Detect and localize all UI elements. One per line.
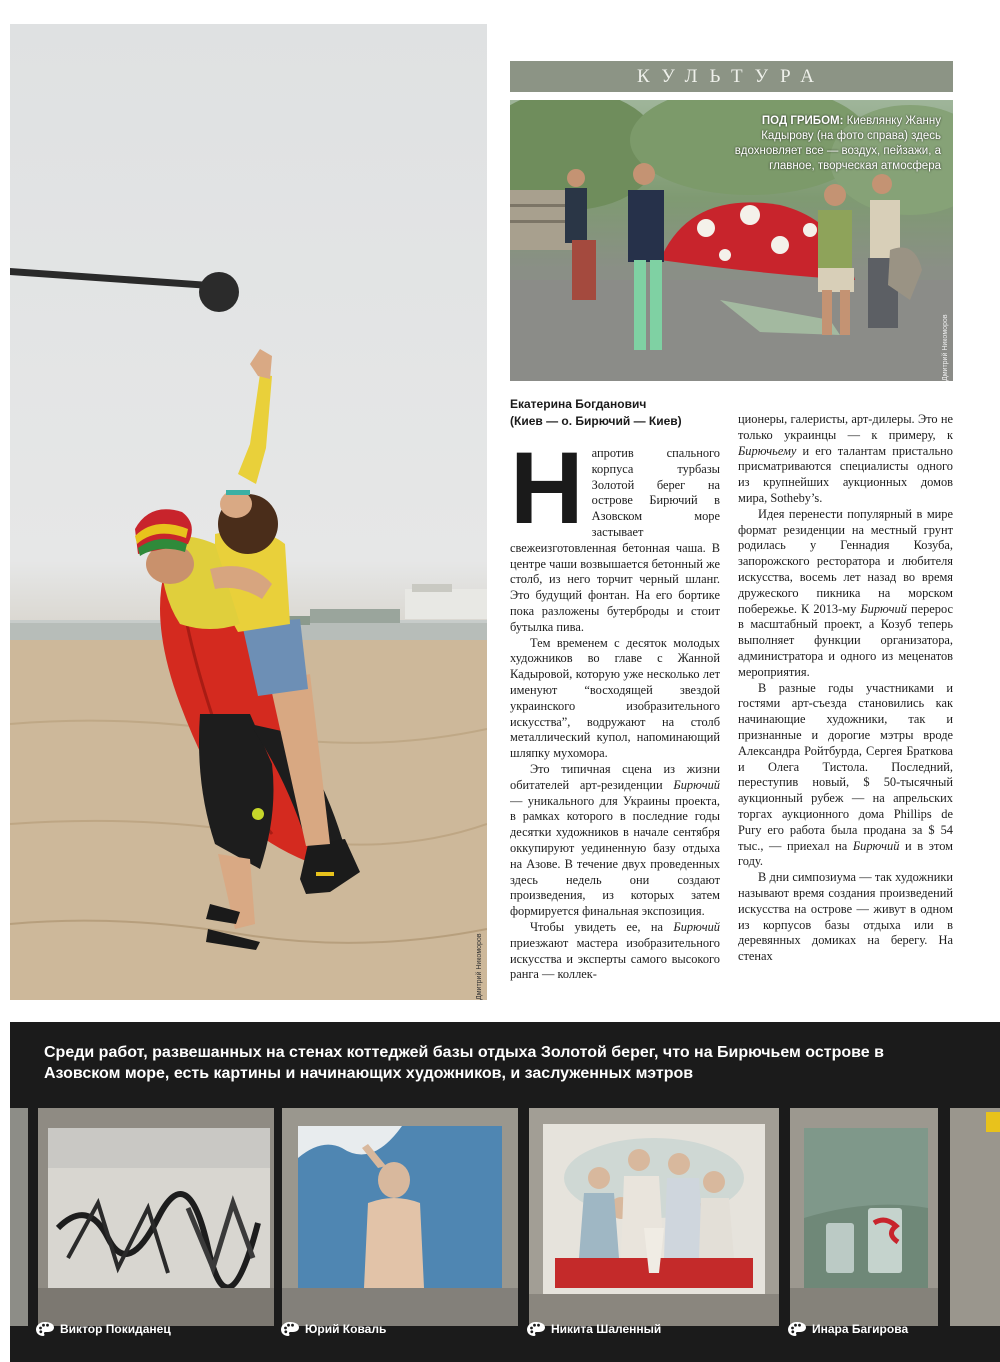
paragraph-text: В дни симпозиума — так художники называют время создания произведений искусства на острове — живут в одном из корпусов базы отдыха или в деревянных домиках на берегу. На стенах: [738, 870, 953, 964]
palette-icon: [788, 1321, 806, 1337]
article-paragraph: [510, 636, 720, 762]
artist-credit: [36, 1321, 171, 1337]
article-paragraph: [738, 412, 953, 507]
paragraph-text: — уникального для Украины проекта, в рамках которого в последние годы десятки художников в начале сентября оккупируют уединенную базу отдыха на Азове. В течение двух проведенных здесь недель они создают произведения, из которых затем формируется финальная экспозиция.: [510, 793, 720, 919]
article-paragraph: [510, 920, 720, 983]
italic-term: Бирючий: [673, 919, 720, 934]
caption-text: Киевлянку Жанну Кадырову (на фото справа) здесь вдохновляет все — воздух, пейзажи, а главное, творческая атмосфера: [734, 115, 941, 172]
artist-name: Никита Шаленный: [551, 1322, 662, 1336]
painting-figure-illustration: [282, 1108, 518, 1326]
top-photo-mushroom: [510, 100, 953, 381]
paragraph-text: и его талантам пристально присматриваются специалисты одного из крупнейших аукционных домов мира, Sotheby’s.: [738, 443, 953, 505]
artist-credit: [281, 1321, 386, 1337]
beach-scene-illustration: [10, 24, 487, 1000]
painting-koval: [282, 1108, 518, 1326]
photo-caption: [731, 114, 941, 174]
author-route: (Киев — о. Бирючий — Киев): [510, 414, 682, 428]
gallery-title: Среди работ, развешанных на стенах коттеджей базы отдыха Золотой берег, что на Бирючьем острове в Азовском море, есть картины и начинающих художников, и заслуженных мэтров: [44, 1044, 884, 1082]
section-label-band: [510, 61, 953, 92]
paragraph-text: апротив спального корпуса турбазы Золотой берег на острове Бирючий в Азовском море застывает свежеизготовленная бетонная чаша. В центре чаши возвышается бетонный же столб, из него торчит черный шланг. Это будущий фонтан. На его бортике пока разложены бутерброды и стоит бутылка пива.: [510, 446, 720, 634]
paragraph-text: перерос в масштабный проект, а Козуб теперь выполняет функции организатора, администратора и одного из меценатов мероприятия.: [738, 601, 953, 679]
article-paragraph: [738, 507, 953, 681]
main-photo-beach-hug: [10, 24, 487, 1000]
drop-cap: Н: [510, 446, 584, 545]
top-photo-credit: Дмитрий Никоморов: [942, 314, 949, 381]
italic-term: Бирючий: [673, 777, 720, 792]
article-column-1: [510, 446, 720, 1006]
italic-term: Бирючий: [852, 838, 900, 853]
article-paragraph: [510, 446, 720, 636]
painting-pokidanets: [38, 1108, 274, 1326]
paragraph-text: Тем временем с десяток молодых художников во главе с Жанной Кадыровой, которую уже несколько лет именуют “восходящей звездой украинского изобразительного искусства”, водружают на столб металлический купол, напоминающий шляпку мухомора.: [510, 635, 720, 761]
gallery-band: [10, 1022, 1000, 1362]
caption-lead: ПОД ГРИБОМ:: [761, 115, 844, 127]
paragraph-text: ционеры, галеристы, арт-дилеры. Это не только украинцы — к примеру, к: [738, 412, 953, 442]
palette-icon: [36, 1321, 54, 1337]
artist-name: Юрий Коваль: [305, 1322, 387, 1336]
palette-icon: [527, 1321, 545, 1337]
paragraph-text: Чтобы увидеть ее, на: [530, 919, 674, 934]
author-name: Екатерина Богданович: [510, 397, 647, 411]
article-column-2: [738, 412, 953, 1008]
gallery-edge-right: [950, 1108, 1000, 1326]
photo-credit: Дмитрий Никоморов: [476, 933, 483, 1000]
italic-term: Бирючий: [860, 601, 907, 616]
artist-credit: [788, 1321, 908, 1337]
paragraph-text: В разные годы участниками и гостями арт-съезда становились как начинающие художники, так и признанные и дорогие мэтры вроде Александра Ройтбурда, Сергея Браткова и Олега Тистола. Последний, переступив новый, $ 50-тысячный аукционный рубеж — на апрельских торгах аукционного дома Phillips de Pury его работа была продана за $ 54 тыс., — приехал на: [738, 680, 953, 853]
painting-group-illustration: [529, 1108, 779, 1326]
paragraph-text: Это типичная сцена из жизни обитателей арт-резиденции: [510, 761, 720, 792]
section-label: КУЛЬТУРА: [637, 65, 826, 87]
edge-illustration: [950, 1108, 1000, 1326]
painting-shalenny: [529, 1108, 779, 1326]
italic-term: Бирючьему: [738, 443, 797, 458]
painting-bagirova: [790, 1108, 938, 1326]
gallery-edge-left: [10, 1108, 28, 1326]
paragraph-text: Идея перенести популярный в мире формат резиденции на местный грунт родилась у Геннадия Козуба, запорожского ресторатора и любителя искусства, восемь лет назад во время дружеского пикника на морском побережье. К 2013-му: [738, 506, 953, 616]
artist-credit: [527, 1321, 661, 1337]
paragraph-text: приезжают мастера изобразительного искусства и эксперты самого высокого ранга — коллек-: [510, 935, 720, 982]
artist-name: Виктор Покиданец: [60, 1322, 171, 1336]
painting-glasses-illustration: [790, 1108, 938, 1326]
byline: [510, 396, 725, 430]
artist-name: Инара Багирова: [812, 1322, 909, 1336]
paragraph-text: и в этом году.: [738, 838, 953, 869]
painting-abstract-illustration: [38, 1108, 274, 1326]
article-paragraph: [510, 762, 720, 920]
article-paragraph: [738, 681, 953, 871]
article-paragraph: [738, 870, 953, 965]
palette-icon: [281, 1321, 299, 1337]
